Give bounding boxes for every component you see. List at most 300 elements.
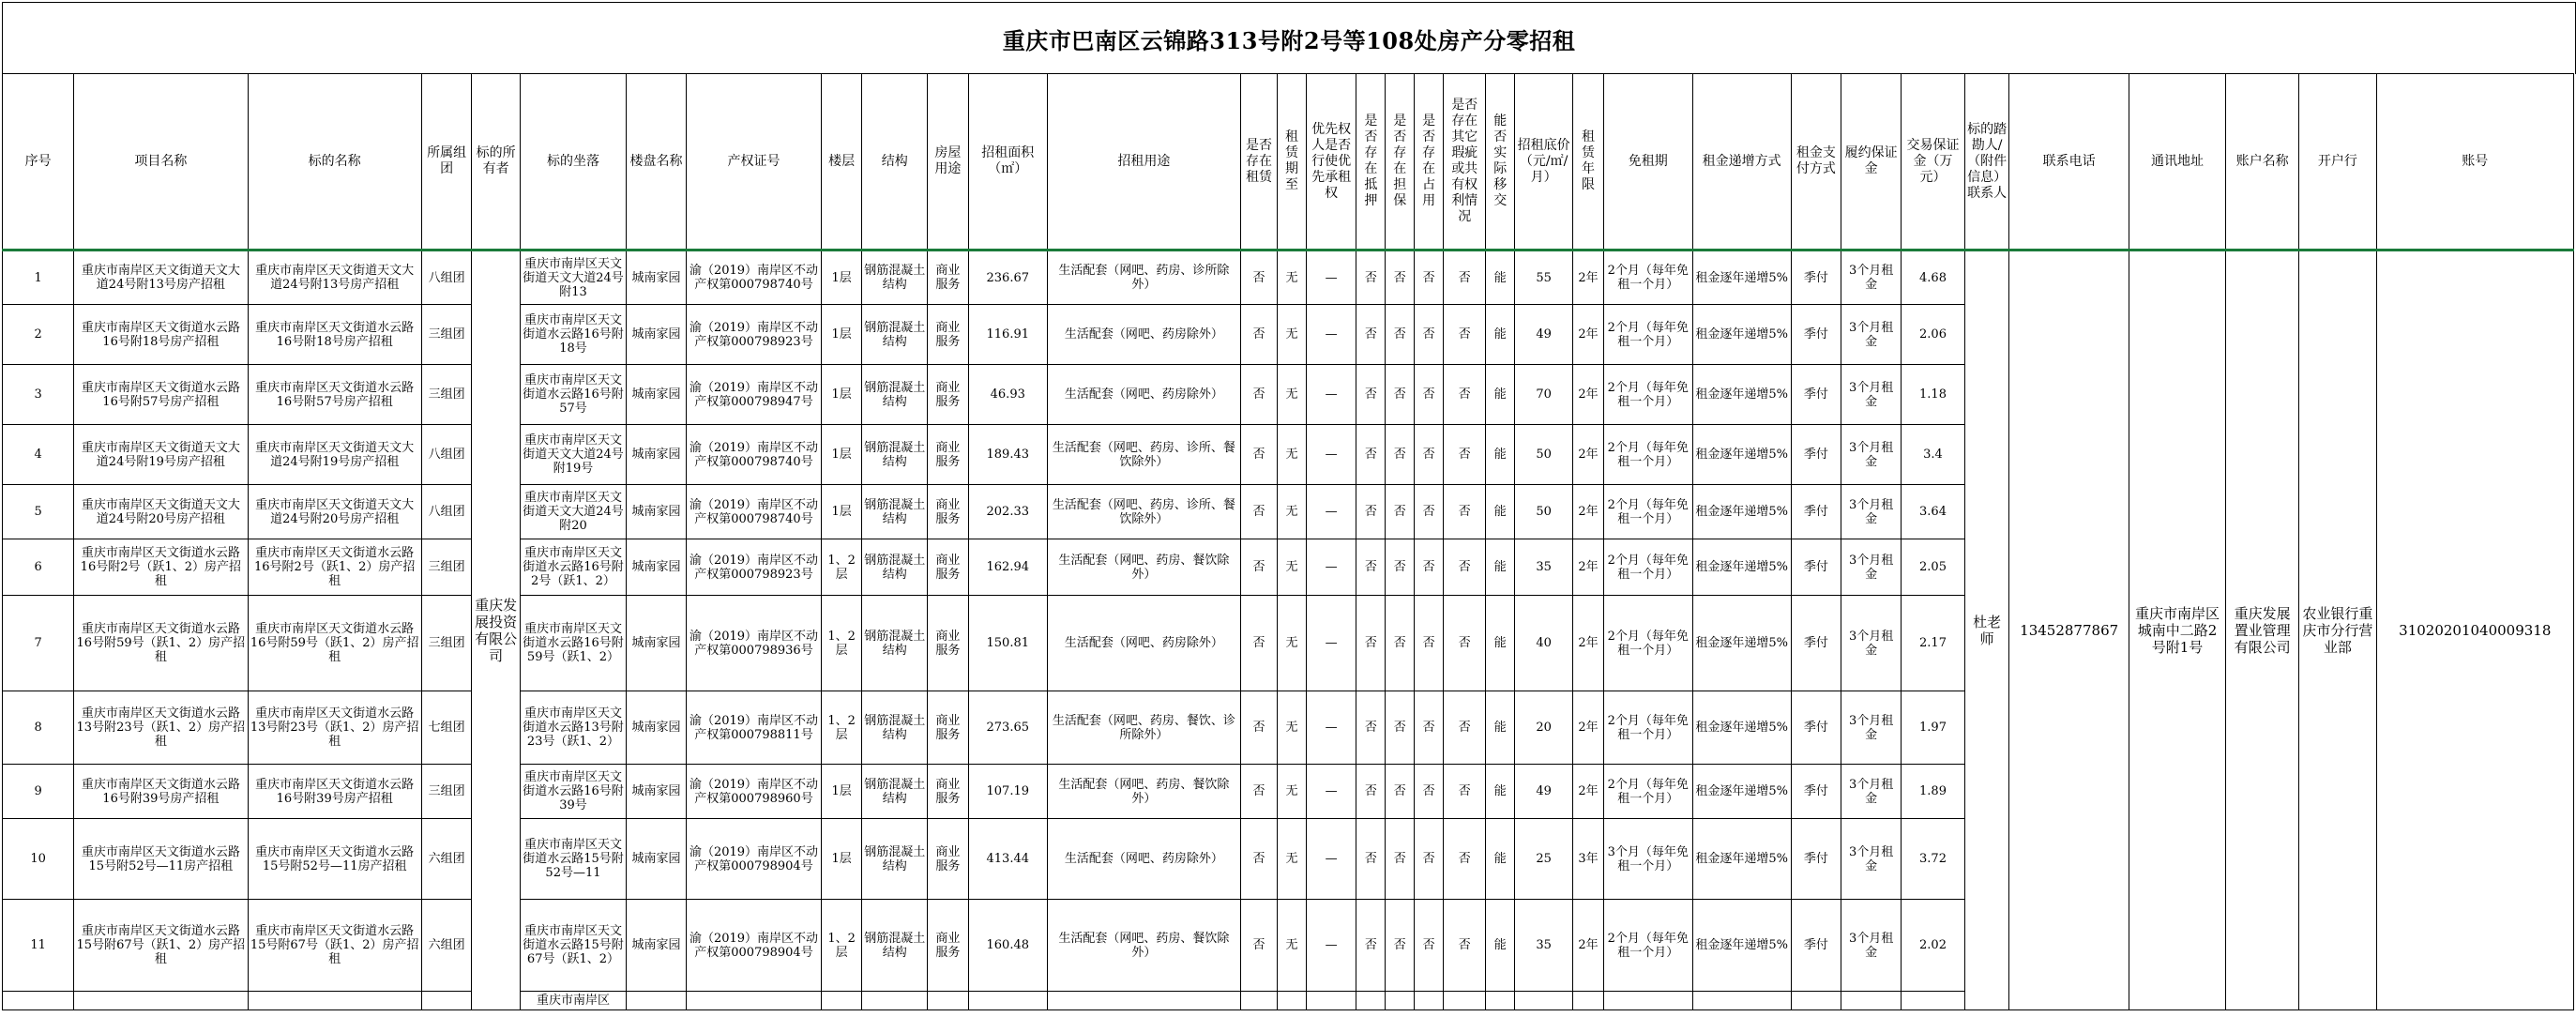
- cell-price: 55: [1515, 250, 1573, 305]
- cell-perf: 3个月租金: [1841, 691, 1902, 765]
- cell-no: 11: [3, 900, 74, 992]
- cell-purpose: 生活配套（网吧、药房、诊所除外）: [1047, 250, 1240, 305]
- cell-purpose: 生活配套（网吧、药房、诊所、餐饮除外）: [1047, 485, 1240, 539]
- cell-priority: —: [1306, 819, 1356, 900]
- partial-cell: [421, 992, 472, 1010]
- cell-years: 2年: [1572, 539, 1603, 596]
- cell-price: 49: [1515, 305, 1573, 365]
- cell-struct: 钢筋混凝土结构: [862, 596, 928, 691]
- cell-floor: 1、2层: [822, 596, 862, 691]
- cell-years: 2年: [1572, 305, 1603, 365]
- cell-estate: 城南家园: [627, 305, 687, 365]
- partial-cell: [1791, 992, 1841, 1010]
- cell-transfer: 能: [1486, 900, 1515, 992]
- cell-project: 重庆市南岸区天文街道水云路15号附67号（跃1、2）房产招租: [74, 900, 248, 992]
- cell-guarantee: 否: [1386, 305, 1415, 365]
- cell-lease: 否: [1240, 539, 1277, 596]
- cell-cert: 渝（2019）南岸区不动产权第000798740号: [686, 250, 821, 305]
- owner-cell: 重庆发展投资有限公司: [472, 250, 520, 1010]
- cell-project: 重庆市南岸区天文街道水云路16号附59号（跃1、2）房产招租: [74, 596, 248, 691]
- column-header: 租赁年限: [1572, 74, 1603, 250]
- cell-pay: 季付: [1791, 765, 1841, 819]
- cell-cert: 渝（2019）南岸区不动产权第000798936号: [686, 596, 821, 691]
- cell-no: 7: [3, 596, 74, 691]
- column-header: 是否存在占用: [1415, 74, 1444, 250]
- cell-location: 重庆市南岸区天文街道水云路16号附18号: [520, 305, 626, 365]
- column-header: 楼层: [822, 74, 862, 250]
- cell-lease: 否: [1240, 691, 1277, 765]
- cell-area: 162.94: [968, 539, 1047, 596]
- cell-lease_to: 无: [1278, 365, 1307, 425]
- column-header: 免租期: [1603, 74, 1692, 250]
- cell-defect: 否: [1444, 900, 1486, 992]
- cell-free: 2个月（每年免租一个月）: [1603, 539, 1692, 596]
- cell-cert: 渝（2019）南岸区不动产权第000798740号: [686, 425, 821, 485]
- cell-no: 2: [3, 305, 74, 365]
- cell-no: 3: [3, 365, 74, 425]
- cell-lease: 否: [1240, 765, 1277, 819]
- partial-cell: [822, 992, 862, 1010]
- cell-floor: 1层: [822, 765, 862, 819]
- cell-use: 商业服务: [928, 900, 968, 992]
- cell-no: 1: [3, 250, 74, 305]
- column-header: 产权证号: [686, 74, 821, 250]
- cell-lease_to: 无: [1278, 596, 1307, 691]
- cell-perf: 3个月租金: [1841, 819, 1902, 900]
- cell-group: 六组团: [421, 819, 472, 900]
- partial-cell: [1902, 992, 1965, 1010]
- bank-cell: 农业银行重庆市分行营业部: [2299, 250, 2376, 1010]
- cell-use: 商业服务: [928, 819, 968, 900]
- cell-pay: 季付: [1791, 365, 1841, 425]
- cell-price: 20: [1515, 691, 1573, 765]
- partial-cell: [1572, 992, 1603, 1010]
- partial-cell: [74, 992, 248, 1010]
- cell-lease_to: 无: [1278, 425, 1307, 485]
- cell-occupy: 否: [1415, 250, 1444, 305]
- cell-project: 重庆市南岸区天文街道水云路13号附23号（跃1、2）房产招租: [74, 691, 248, 765]
- cell-guarantee: 否: [1386, 539, 1415, 596]
- cell-struct: 钢筋混凝土结构: [862, 765, 928, 819]
- cell-target: 重庆市南岸区天文街道水云路16号附59号（跃1、2）房产招租: [248, 596, 421, 691]
- cell-occupy: 否: [1415, 305, 1444, 365]
- cell-target: 重庆市南岸区天文街道水云路16号附2号（跃1、2）房产招租: [248, 539, 421, 596]
- cell-pay: 季付: [1791, 539, 1841, 596]
- cell-increase: 租金逐年递增5%: [1692, 250, 1791, 305]
- cell-area: 150.81: [968, 596, 1047, 691]
- cell-struct: 钢筋混凝土结构: [862, 365, 928, 425]
- cell-priority: —: [1306, 305, 1356, 365]
- cell-location: 重庆市南岸区天文街道天文大道24号附19号: [520, 425, 626, 485]
- cell-no: 4: [3, 425, 74, 485]
- cell-group: 三组团: [421, 365, 472, 425]
- cell-increase: 租金逐年递增5%: [1692, 305, 1791, 365]
- cell-floor: 1、2层: [822, 900, 862, 992]
- cell-use: 商业服务: [928, 765, 968, 819]
- cell-transfer: 能: [1486, 425, 1515, 485]
- cell-no: 6: [3, 539, 74, 596]
- cell-years: 2年: [1572, 900, 1603, 992]
- cell-estate: 城南家园: [627, 765, 687, 819]
- cell-occupy: 否: [1415, 539, 1444, 596]
- cell-defect: 否: [1444, 365, 1486, 425]
- cell-perf: 3个月租金: [1841, 305, 1902, 365]
- cell-years: 2年: [1572, 485, 1603, 539]
- cell-price: 49: [1515, 765, 1573, 819]
- cell-estate: 城南家园: [627, 819, 687, 900]
- partial-cell: [1444, 992, 1486, 1010]
- cell-lease_to: 无: [1278, 305, 1307, 365]
- cell-use: 商业服务: [928, 305, 968, 365]
- cell-struct: 钢筋混凝土结构: [862, 305, 928, 365]
- cell-price: 35: [1515, 900, 1573, 992]
- address-cell: 重庆市南岸区城南中二路2号附1号: [2129, 250, 2226, 1010]
- cell-cert: 渝（2019）南岸区不动产权第000798811号: [686, 691, 821, 765]
- rental-table: [2, 73, 2574, 1010]
- cell-use: 商业服务: [928, 691, 968, 765]
- partial-cell: [627, 992, 687, 1010]
- cell-perf: 3个月租金: [1841, 765, 1902, 819]
- cell-priority: —: [1306, 485, 1356, 539]
- cell-transfer: 能: [1486, 305, 1515, 365]
- cell-cert: 渝（2019）南岸区不动产权第000798923号: [686, 305, 821, 365]
- cell-lease: 否: [1240, 596, 1277, 691]
- cell-target: 重庆市南岸区天文街道水云路15号附52号—11房产招租: [248, 819, 421, 900]
- cell-priority: —: [1306, 765, 1356, 819]
- column-header: 是否存在担保: [1386, 74, 1415, 250]
- cell-guarantee: 否: [1386, 819, 1415, 900]
- cell-defect: 否: [1444, 539, 1486, 596]
- cell-purpose: 生活配套（网吧、药房、餐饮除外）: [1047, 900, 1240, 992]
- cell-deposit: 2.17: [1902, 596, 1965, 691]
- cell-price: 50: [1515, 425, 1573, 485]
- cell-group: 三组团: [421, 305, 472, 365]
- cell-defect: 否: [1444, 765, 1486, 819]
- cell-use: 商业服务: [928, 539, 968, 596]
- cell-guarantee: 否: [1386, 596, 1415, 691]
- cell-transfer: 能: [1486, 819, 1515, 900]
- table-body: [3, 250, 2574, 1010]
- cell-estate: 城南家园: [627, 539, 687, 596]
- cell-priority: —: [1306, 250, 1356, 305]
- cell-mortgage: 否: [1356, 305, 1386, 365]
- cell-target: 重庆市南岸区天文街道天文大道24号附19号房产招租: [248, 425, 421, 485]
- cell-purpose: 生活配套（网吧、药房、餐饮除外）: [1047, 765, 1240, 819]
- partial-cell: [1240, 992, 1277, 1010]
- cell-guarantee: 否: [1386, 365, 1415, 425]
- cell-price: 25: [1515, 819, 1573, 900]
- cell-location: 重庆市南岸区天文街道天文大道24号附13: [520, 250, 626, 305]
- cell-lease_to: 无: [1278, 250, 1307, 305]
- cell-free: 2个月（每年免租一个月）: [1603, 691, 1692, 765]
- cell-increase: 租金逐年递增5%: [1692, 691, 1791, 765]
- cell-occupy: 否: [1415, 691, 1444, 765]
- cell-free: 2个月（每年免租一个月）: [1603, 365, 1692, 425]
- partial-cell: [928, 992, 968, 1010]
- cell-struct: 钢筋混凝土结构: [862, 900, 928, 992]
- column-header: 账户名称: [2225, 74, 2298, 250]
- cell-guarantee: 否: [1386, 900, 1415, 992]
- cell-occupy: 否: [1415, 425, 1444, 485]
- cell-project: 重庆市南岸区天文街道天文大道24号附20号房产招租: [74, 485, 248, 539]
- cell-free: 2个月（每年免租一个月）: [1603, 485, 1692, 539]
- cell-perf: 3个月租金: [1841, 900, 1902, 992]
- cell-deposit: 3.4: [1902, 425, 1965, 485]
- column-header: 租赁期至: [1278, 74, 1307, 250]
- cell-location: 重庆市南岸区天文街道水云路16号附2号（跃1、2）: [520, 539, 626, 596]
- cell-years: 2年: [1572, 691, 1603, 765]
- cell-increase: 租金逐年递增5%: [1692, 765, 1791, 819]
- cell-lease_to: 无: [1278, 819, 1307, 900]
- cell-occupy: 否: [1415, 900, 1444, 992]
- cell-purpose: 生活配套（网吧、药房、餐饮、诊所除外）: [1047, 691, 1240, 765]
- cell-group: 三组团: [421, 539, 472, 596]
- cell-floor: 1层: [822, 250, 862, 305]
- cell-project: 重庆市南岸区天文街道水云路16号附39号房产招租: [74, 765, 248, 819]
- column-header: 租金支付方式: [1791, 74, 1841, 250]
- cell-years: 2年: [1572, 250, 1603, 305]
- cell-deposit: 2.06: [1902, 305, 1965, 365]
- column-header: 账号: [2376, 74, 2573, 250]
- cell-floor: 1层: [822, 305, 862, 365]
- cell-location: 重庆市南岸区天文街道水云路15号附67号（跃1、2）: [520, 900, 626, 992]
- cell-mortgage: 否: [1356, 539, 1386, 596]
- cell-mortgage: 否: [1356, 900, 1386, 992]
- column-header: 结构: [862, 74, 928, 250]
- cell-transfer: 能: [1486, 250, 1515, 305]
- partial-cell: [1386, 992, 1415, 1010]
- phone-cell: 13452877867: [2009, 250, 2129, 1010]
- column-header: 标的名称: [248, 74, 421, 250]
- column-header: 标的踏勘人/（附件信息）联系人: [1964, 74, 2008, 250]
- header-row: [3, 74, 2574, 250]
- cell-years: 2年: [1572, 596, 1603, 691]
- cell-priority: —: [1306, 900, 1356, 992]
- cell-transfer: 能: [1486, 691, 1515, 765]
- cell-estate: 城南家园: [627, 425, 687, 485]
- column-header: 标的坐落: [520, 74, 626, 250]
- column-header: 能否实际移交: [1486, 74, 1515, 250]
- account-no-cell: 31020201040009318: [2376, 250, 2573, 1010]
- cell-project: 重庆市南岸区天文街道水云路15号附52号—11房产招租: [74, 819, 248, 900]
- cell-floor: 1层: [822, 819, 862, 900]
- cell-guarantee: 否: [1386, 425, 1415, 485]
- cell-mortgage: 否: [1356, 485, 1386, 539]
- cell-perf: 3个月租金: [1841, 596, 1902, 691]
- partial-cell: [1486, 992, 1515, 1010]
- cell-priority: —: [1306, 425, 1356, 485]
- cell-target: 重庆市南岸区天文街道水云路15号附67号（跃1、2）房产招租: [248, 900, 421, 992]
- cell-free: 2个月（每年免租一个月）: [1603, 765, 1692, 819]
- cell-group: 六组团: [421, 900, 472, 992]
- cell-target: 重庆市南岸区天文街道水云路16号附18号房产招租: [248, 305, 421, 365]
- cell-mortgage: 否: [1356, 596, 1386, 691]
- cell-guarantee: 否: [1386, 765, 1415, 819]
- cell-cert: 渝（2019）南岸区不动产权第000798740号: [686, 485, 821, 539]
- cell-defect: 否: [1444, 485, 1486, 539]
- cell-occupy: 否: [1415, 596, 1444, 691]
- cell-area: 116.91: [968, 305, 1047, 365]
- cell-lease_to: 无: [1278, 539, 1307, 596]
- cell-occupy: 否: [1415, 819, 1444, 900]
- cell-lease: 否: [1240, 485, 1277, 539]
- cell-project: 重庆市南岸区天文街道天文大道24号附19号房产招租: [74, 425, 248, 485]
- partial-cell: [1278, 992, 1307, 1010]
- cell-pay: 季付: [1791, 596, 1841, 691]
- cell-group: 三组团: [421, 596, 472, 691]
- cell-cert: 渝（2019）南岸区不动产权第000798904号: [686, 900, 821, 992]
- cell-location: 重庆市南岸区天文街道水云路16号附57号: [520, 365, 626, 425]
- cell-floor: 1层: [822, 365, 862, 425]
- table-row: [3, 250, 2574, 305]
- cell-pay: 季付: [1791, 819, 1841, 900]
- cell-cert: 渝（2019）南岸区不动产权第000798960号: [686, 765, 821, 819]
- cell-pay: 季付: [1791, 691, 1841, 765]
- cell-price: 35: [1515, 539, 1573, 596]
- cell-estate: 城南家园: [627, 485, 687, 539]
- cell-transfer: 能: [1486, 485, 1515, 539]
- cell-mortgage: 否: [1356, 691, 1386, 765]
- sheet-title: 重庆市巴南区云锦路313号附2号等108处房产分零招租: [2, 2, 2576, 74]
- cell-pay: 季付: [1791, 485, 1841, 539]
- cell-lease_to: 无: [1278, 485, 1307, 539]
- cell-free: 2个月（每年免租一个月）: [1603, 900, 1692, 992]
- cell-years: 2年: [1572, 365, 1603, 425]
- cell-area: 273.65: [968, 691, 1047, 765]
- cell-lease: 否: [1240, 425, 1277, 485]
- partial-cell: [1515, 992, 1573, 1010]
- column-header: 标的所有者: [472, 74, 520, 250]
- cell-free: 2个月（每年免租一个月）: [1603, 596, 1692, 691]
- cell-priority: —: [1306, 539, 1356, 596]
- cell-price: 70: [1515, 365, 1573, 425]
- partial-cell: [862, 992, 928, 1010]
- cell-deposit: 4.68: [1902, 250, 1965, 305]
- column-header: 交易保证金（万元）: [1902, 74, 1965, 250]
- cell-area: 189.43: [968, 425, 1047, 485]
- cell-transfer: 能: [1486, 365, 1515, 425]
- cell-struct: 钢筋混凝土结构: [862, 691, 928, 765]
- cell-purpose: 生活配套（网吧、药房除外）: [1047, 596, 1240, 691]
- cell-occupy: 否: [1415, 485, 1444, 539]
- cell-area: 413.44: [968, 819, 1047, 900]
- cell-defect: 否: [1444, 305, 1486, 365]
- cell-increase: 租金逐年递增5%: [1692, 539, 1791, 596]
- cell-lease_to: 无: [1278, 765, 1307, 819]
- cell-floor: 1层: [822, 425, 862, 485]
- cell-increase: 租金逐年递增5%: [1692, 485, 1791, 539]
- partial-cell: [686, 992, 821, 1010]
- cell-perf: 3个月租金: [1841, 539, 1902, 596]
- cell-estate: 城南家园: [627, 900, 687, 992]
- cell-mortgage: 否: [1356, 425, 1386, 485]
- cell-guarantee: 否: [1386, 691, 1415, 765]
- partial-cell: [1841, 992, 1902, 1010]
- cell-mortgage: 否: [1356, 765, 1386, 819]
- partial-cell: [1356, 992, 1386, 1010]
- cell-defect: 否: [1444, 596, 1486, 691]
- cell-deposit: 3.72: [1902, 819, 1965, 900]
- column-header: 联系电话: [2009, 74, 2129, 250]
- partial-cell: [1415, 992, 1444, 1010]
- cell-priority: —: [1306, 365, 1356, 425]
- cell-estate: 城南家园: [627, 596, 687, 691]
- cell-transfer: 能: [1486, 596, 1515, 691]
- cell-mortgage: 否: [1356, 819, 1386, 900]
- cell-price: 50: [1515, 485, 1573, 539]
- cell-pay: 季付: [1791, 425, 1841, 485]
- cell-location: 重庆市南岸区天文街道水云路15号附52号—11: [520, 819, 626, 900]
- cell-mortgage: 否: [1356, 365, 1386, 425]
- cell-years: 3年: [1572, 819, 1603, 900]
- cell-purpose: 生活配套（网吧、药房、诊所、餐饮除外）: [1047, 425, 1240, 485]
- cell-cert: 渝（2019）南岸区不动产权第000798947号: [686, 365, 821, 425]
- cell-deposit: 3.64: [1902, 485, 1965, 539]
- cell-purpose: 生活配套（网吧、药房除外）: [1047, 305, 1240, 365]
- cell-no: 9: [3, 765, 74, 819]
- cell-defect: 否: [1444, 691, 1486, 765]
- cell-lease: 否: [1240, 365, 1277, 425]
- cell-increase: 租金逐年递增5%: [1692, 425, 1791, 485]
- column-header: 招租用途: [1047, 74, 1240, 250]
- cell-lease: 否: [1240, 250, 1277, 305]
- cell-area: 236.67: [968, 250, 1047, 305]
- partial-cell: [3, 992, 74, 1010]
- cell-deposit: 1.89: [1902, 765, 1965, 819]
- partial-cell: [248, 992, 421, 1010]
- cell-target: 重庆市南岸区天文街道水云路16号附57号房产招租: [248, 365, 421, 425]
- cell-location: 重庆市南岸区天文街道水云路16号附39号: [520, 765, 626, 819]
- cell-group: 八组团: [421, 485, 472, 539]
- cell-estate: 城南家园: [627, 250, 687, 305]
- column-header: 是否存在其它瑕疵或共有权利情况: [1444, 74, 1486, 250]
- cell-no: 5: [3, 485, 74, 539]
- cell-use: 商业服务: [928, 596, 968, 691]
- partial-cell: [1047, 992, 1240, 1010]
- cell-project: 重庆市南岸区天文街道天文大道24号附13号房产招租: [74, 250, 248, 305]
- cell-use: 商业服务: [928, 485, 968, 539]
- cell-struct: 钢筋混凝土结构: [862, 425, 928, 485]
- cell-lease: 否: [1240, 305, 1277, 365]
- cell-lease_to: 无: [1278, 691, 1307, 765]
- cell-guarantee: 否: [1386, 485, 1415, 539]
- cell-years: 2年: [1572, 765, 1603, 819]
- cell-cert: 渝（2019）南岸区不动产权第000798923号: [686, 539, 821, 596]
- column-header: 招租底价（元/㎡/月）: [1515, 74, 1573, 250]
- cell-free: 3个月（每年免租一个月）: [1603, 819, 1692, 900]
- cell-pay: 季付: [1791, 305, 1841, 365]
- cell-free: 2个月（每年免租一个月）: [1603, 250, 1692, 305]
- cell-free: 2个月（每年免租一个月）: [1603, 425, 1692, 485]
- cell-location: 重庆市南岸区天文街道天文大道24号附20: [520, 485, 626, 539]
- cell-perf: 3个月租金: [1841, 485, 1902, 539]
- column-header: 是否存在抵押: [1356, 74, 1386, 250]
- cell-purpose: 生活配套（网吧、药房除外）: [1047, 819, 1240, 900]
- cell-occupy: 否: [1415, 365, 1444, 425]
- cell-group: 八组团: [421, 250, 472, 305]
- cell-occupy: 否: [1415, 765, 1444, 819]
- column-header: 房屋用途: [928, 74, 968, 250]
- cell-increase: 租金逐年递增5%: [1692, 365, 1791, 425]
- column-header: 开户行: [2299, 74, 2376, 250]
- cell-perf: 3个月租金: [1841, 425, 1902, 485]
- partial-cell: 重庆市南岸区: [520, 992, 626, 1010]
- account-name-cell: 重庆发展置业管理有限公司: [2225, 250, 2298, 1010]
- column-header: 履约保证金: [1841, 74, 1902, 250]
- cell-lease_to: 无: [1278, 900, 1307, 992]
- cell-struct: 钢筋混凝土结构: [862, 485, 928, 539]
- cell-lease: 否: [1240, 819, 1277, 900]
